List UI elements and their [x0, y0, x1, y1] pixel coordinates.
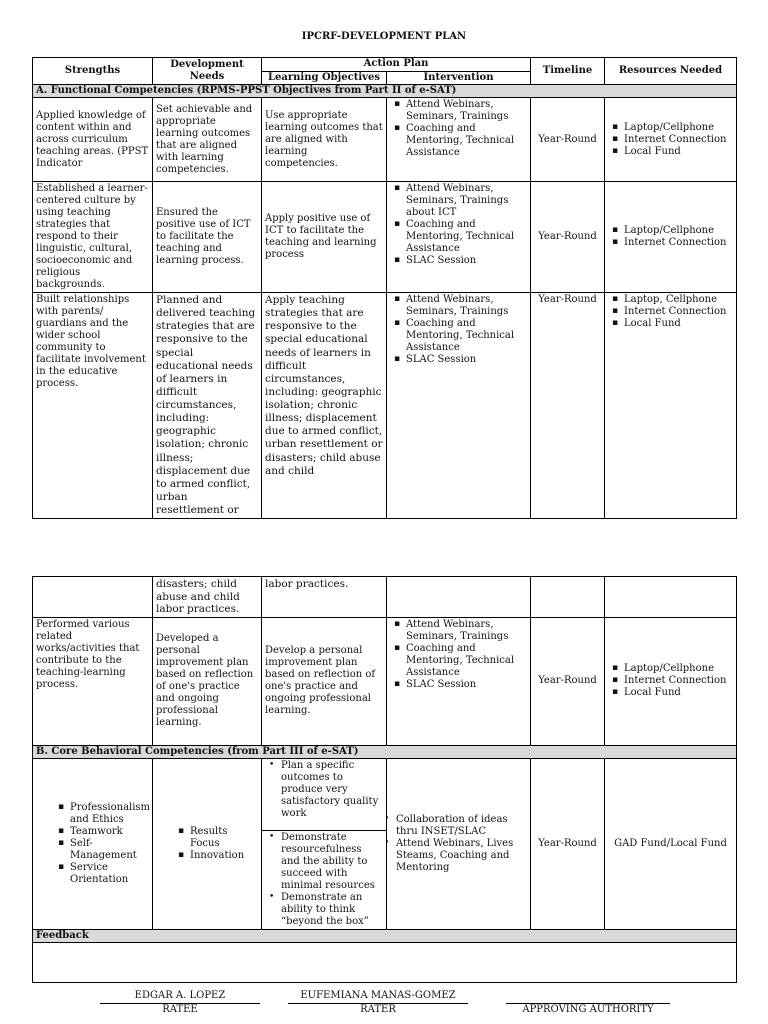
list-item: ▪ Laptop/Cellphone	[624, 663, 733, 675]
list-item: ▪ Attend Webinars, Seminars, Trainings	[406, 294, 527, 318]
objective-cell: Apply positive use of ICT to facilitate the teaching and learning process	[262, 182, 387, 293]
header-action-plan: Action Plan	[262, 58, 531, 72]
section-functional-competencies: A. Functional Competencies (RPMS-PPST Objectives from Part II of e-SAT)	[33, 85, 737, 98]
strength-cell: Performed various related works/activities that contribute to the teaching-learning process.	[33, 617, 153, 745]
table-row	[33, 98, 737, 182]
resources-cell	[605, 617, 737, 745]
list-item: ▪ Coaching and Mentoring, Technical Assistance	[406, 219, 527, 255]
intervention-cell	[387, 617, 531, 745]
list-item: • Collaboration of ideas thru INSET/SLAC	[396, 814, 527, 838]
timeline-cell: Year-Round	[531, 617, 605, 745]
list-item: • Plan a specific outcomes to produce very satisfactory quality work	[281, 760, 383, 820]
intervention-cell	[387, 98, 531, 182]
list-item: ▪ Laptop/Cellphone	[624, 122, 733, 134]
list-item: ▪ Local Fund	[624, 146, 733, 158]
list-item: ▪ Laptop, Cellphone	[624, 294, 733, 306]
signature-role: RATER	[360, 1004, 396, 1015]
need-cell	[153, 758, 262, 929]
list-item: ▪ Professionalism and Ethics	[70, 802, 149, 826]
header-learning-objectives: Learning Objectives	[262, 71, 387, 85]
list-item: • Attend Webinars, Lives Steams, Coaching and Mentoring	[396, 838, 527, 874]
objective-cell: Apply teaching strategies that are responsive to the special educational needs of learners in difficult circumstances, including: geographic isolation; chronic illness; displacement due to armed conflict, urban resettlement or disasters; child abuse and child	[262, 293, 387, 519]
list-item: ▪ Coaching and Mentoring, Technical Assistance	[406, 123, 527, 159]
section-feedback: Feedback	[33, 929, 737, 942]
resources-cell: GAD Fund/Local Fund	[605, 758, 737, 929]
list-item: ▪ Coaching and Mentoring, Technical Assistance	[406, 318, 527, 354]
strength-cell: Established a learner-centered culture by using teaching strategies that respond to their linguistic, cultural, socioeconomic and religious backgrounds.	[33, 182, 153, 293]
table-row	[33, 758, 737, 929]
need-cell: Set achievable and appropriate learning outcomes that are aligned with learning competencies.	[153, 98, 262, 182]
signature-approving-authority	[506, 990, 670, 1016]
signature-name: EUFEMIANA MANAS-GOMEZ	[288, 990, 468, 1004]
list-item: ▪ Self-Management	[70, 838, 149, 862]
intervention-cell	[387, 577, 531, 618]
header-resources: Resources Needed	[605, 58, 737, 85]
timeline-cell	[531, 577, 605, 618]
list-item: ▪ Local Fund	[624, 687, 733, 699]
need-cell: Ensured the positive use of ICT to facilitate the teaching and learning process.	[153, 182, 262, 293]
intervention-cell	[387, 293, 531, 519]
objective-cell: Develop a personal improvement plan based on reflection of one's practice and ongoing professional learning.	[262, 617, 387, 745]
timeline-cell: Year-Round	[531, 293, 605, 519]
table-row	[33, 577, 737, 618]
list-item: ▪ SLAC Session	[406, 255, 527, 267]
timeline-cell: Year-Round	[531, 182, 605, 293]
list-item: ▪ Internet Connection	[624, 306, 733, 318]
intervention-cell	[387, 182, 531, 293]
intervention-cell	[387, 758, 531, 929]
strength-cell	[33, 577, 153, 618]
list-item: ▪ Service Orientation	[70, 862, 149, 886]
list-item: ▪ Laptop/Cellphone	[624, 225, 733, 237]
list-item: ▪ SLAC Session	[406, 679, 527, 691]
list-item: • Demonstrate an ability to think “beyond the box”	[281, 892, 383, 928]
list-item: ▪ Results Focus	[190, 826, 258, 850]
list-item: ▪ Coaching and Mentoring, Technical Assistance	[406, 643, 527, 679]
list-item: • Demonstrate resourcefulness and the ability to succeed with minimal resources	[281, 832, 383, 892]
header-development-needs: Development Needs	[153, 58, 262, 85]
table-row	[33, 617, 737, 745]
objective-cell: labor practices.	[262, 577, 387, 618]
list-item: ▪ Local Fund	[624, 318, 733, 330]
list-item: ▪ Attend Webinars, Seminars, Trainings	[406, 99, 527, 123]
development-plan-table-continued	[32, 576, 737, 983]
header-timeline: Timeline	[531, 58, 605, 85]
strength-cell: Built relationships with parents/ guardians and the wider school community to facilitate involvement in the educative process.	[33, 293, 153, 519]
feedback-area	[33, 942, 737, 982]
list-item: ▪ Innovation	[190, 850, 258, 862]
objective-cell: Use appropriate learning outcomes that are aligned with learning competencies.	[262, 98, 387, 182]
header-intervention: Intervention	[387, 71, 531, 85]
list-item: ▪ Teamwork	[70, 826, 149, 838]
signature-name: EDGAR A. LOPEZ	[100, 990, 260, 1004]
development-plan-table	[32, 57, 737, 519]
list-item: ▪ Internet Connection	[624, 675, 733, 687]
page-title: IPCRF-DEVELOPMENT PLAN	[301, 31, 467, 42]
list-item: ▪ Attend Webinars, Seminars, Trainings	[406, 619, 527, 643]
resources-cell	[605, 293, 737, 519]
section-core-behavioral-competencies: B. Core Behavioral Competencies (from Part III of e-SAT)	[33, 745, 737, 758]
signature-ratee	[100, 990, 260, 1016]
signature-rater	[288, 990, 468, 1016]
resources-cell	[605, 98, 737, 182]
objective-cell	[262, 758, 387, 929]
list-item: ▪ Attend Webinars, Seminars, Trainings about ICT	[406, 183, 527, 219]
list-item: ▪ Internet Connection	[624, 237, 733, 249]
table-row	[33, 293, 737, 519]
timeline-cell: Year-Round	[531, 98, 605, 182]
list-item: ▪ SLAC Session	[406, 354, 527, 366]
resources-cell	[605, 182, 737, 293]
signature-role: APPROVING AUTHORITY	[522, 1004, 654, 1015]
signature-role: RATEE	[162, 1004, 198, 1015]
list-item: ▪ Internet Connection	[624, 134, 733, 146]
strength-cell	[33, 758, 153, 929]
signature-name	[506, 990, 670, 1004]
resources-cell	[605, 577, 737, 618]
need-cell: Developed a personal improvement plan based on reflection of one's practice and ongoing professional learning.	[153, 617, 262, 745]
need-cell: Planned and delivered teaching strategies that are responsive to the special educational needs of learners in difficult circumstances, including: geographic isolation; chronic illness; displacement due to armed conflict, urban resettlement or	[153, 293, 262, 519]
timeline-cell: Year-Round	[531, 758, 605, 929]
need-cell: disasters; child abuse and child labor practices.	[153, 577, 262, 618]
header-strengths: Strengths	[33, 58, 153, 85]
table-row	[33, 182, 737, 293]
strength-cell: Applied knowledge of content within and across curriculum teaching areas. (PPST Indicator	[33, 98, 153, 182]
